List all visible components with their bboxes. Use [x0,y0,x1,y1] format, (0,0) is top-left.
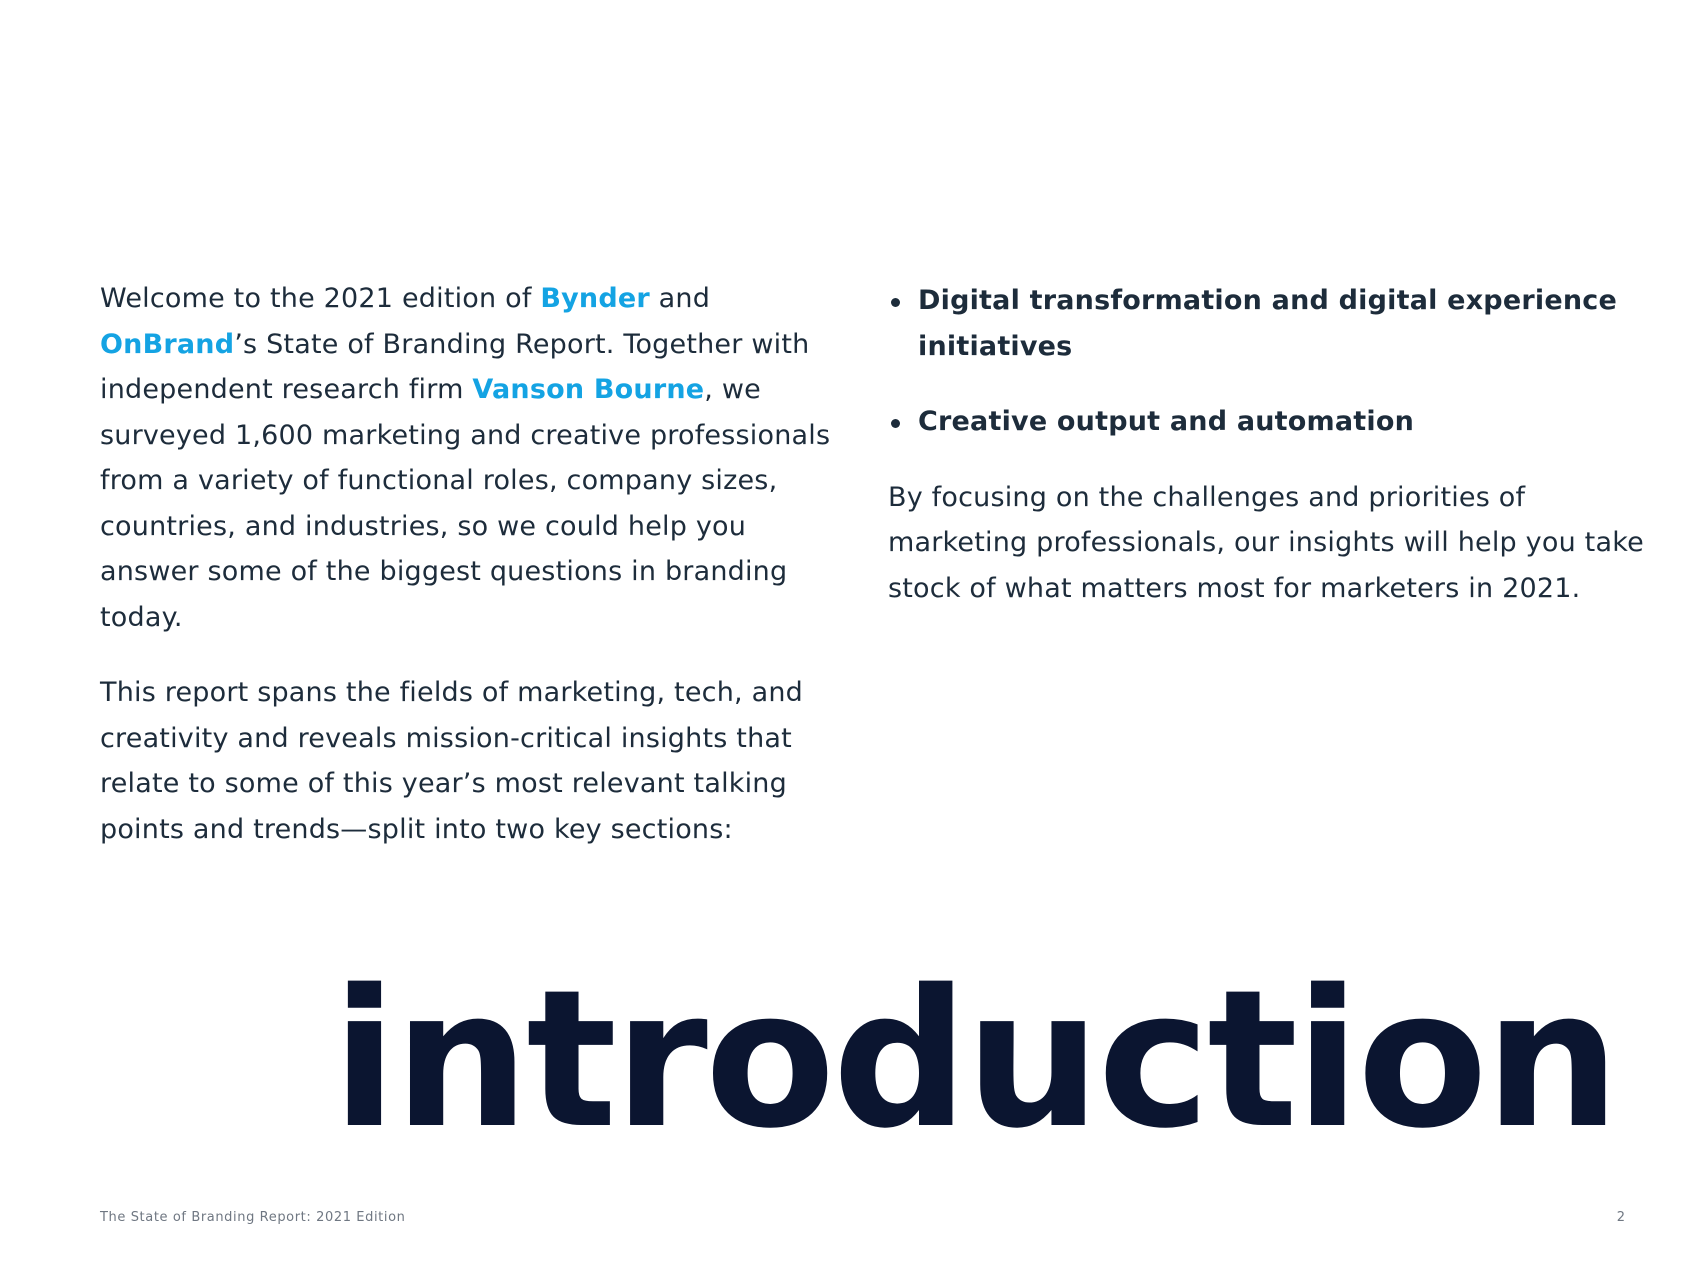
intro-paragraph-1 [100,276,840,640]
intro-text-1c: ’s State of Branding Report. Together with independent research firm [100,328,810,405]
bynder-link[interactable]: Bynder [540,283,650,314]
page-title: introduction [331,949,1617,1170]
onbrand-link[interactable]: OnBrand [100,328,235,360]
intro-text-1b: and [649,283,711,314]
footer-report-name: The State of Branding Report: 2021 Edition [100,1210,406,1225]
intro-paragraph-3: By focusing on the challenges and priorities of marketing professionals, our insights will help you take stock of what matters most for marketers in 2021. [888,481,1644,604]
page-number: 2 [1616,1210,1625,1225]
intro-right-column [888,278,1648,641]
list-item-creative-output: Creative output and automation [888,399,1648,445]
intro-paragraph-2: This report spans the fields of marketing, tech, and creativity and reveals mission-critical insights that relate to some of this year’s most relevant talking points and trends—split into two key sections: [100,677,803,845]
vanson-bourne-link[interactable]: Vanson Bourne [472,374,705,405]
intro-text-1a: Welcome to the 2021 edition of [100,283,541,314]
list-item-digital-transformation: Digital transformation and digital experience initiatives [888,278,1648,369]
key-sections-list [888,278,1648,445]
intro-left-column [100,276,840,882]
intro-text-1d: , we surveyed 1,600 marketing and creative professionals from a variety of functional roles, company sizes, countries, and industries, so we could help you answer some of the biggest questions in branding today. [100,374,831,633]
